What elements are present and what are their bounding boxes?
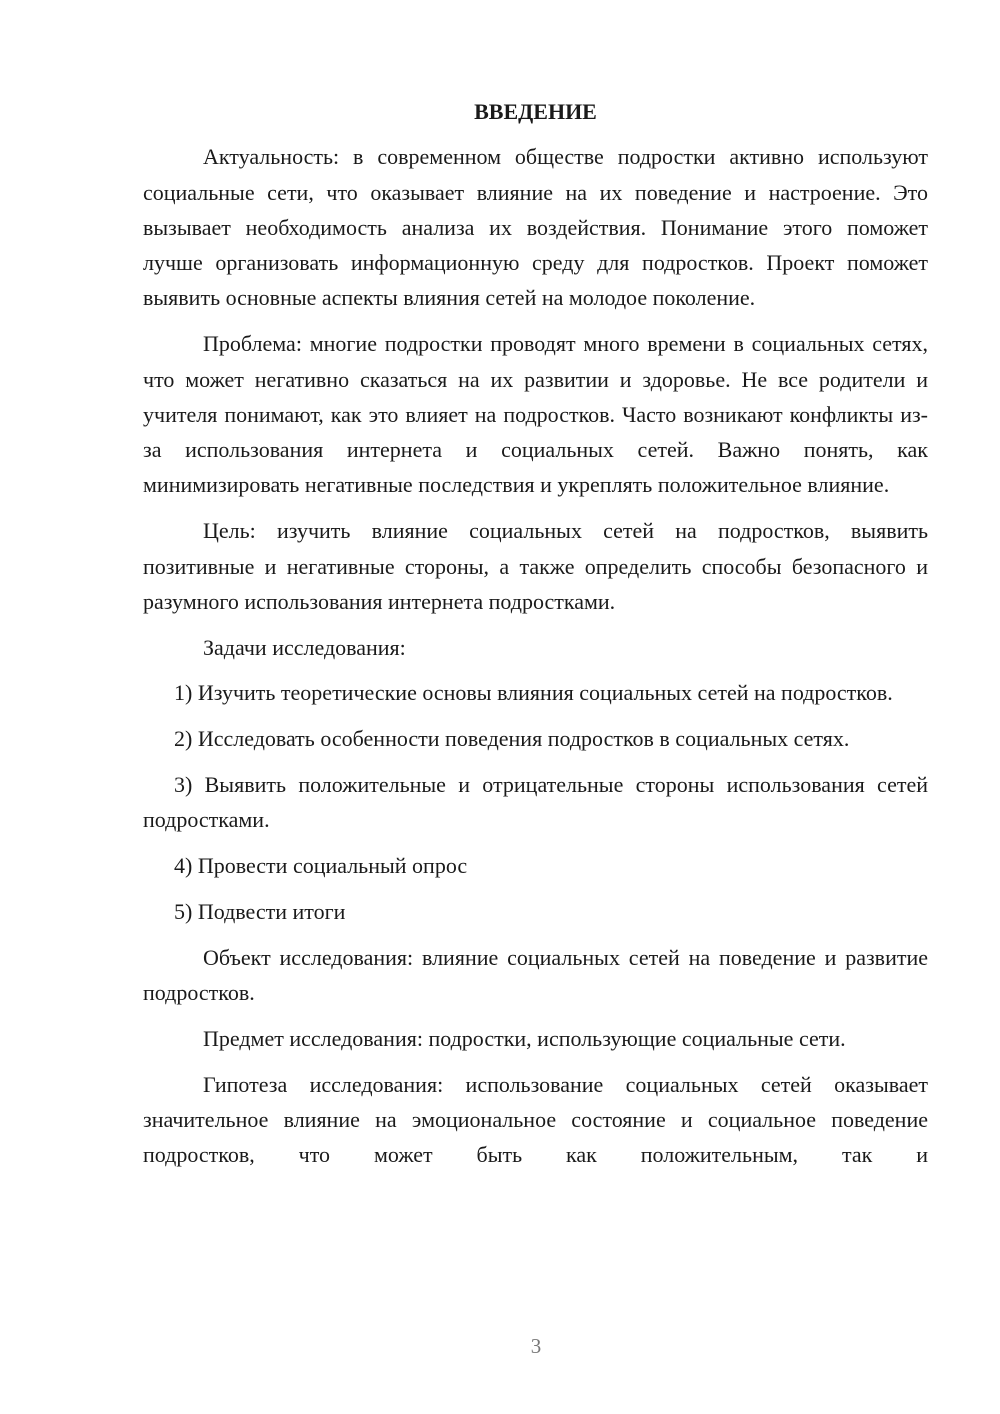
paragraph-subject: Предмет исследования: подростки, использующие социальные сети. xyxy=(203,1025,846,1051)
paragraph-relevance: Актуальность: в современном обществе подростки активно используют социальные сети, что оказывает влияние на их поведение и настроение. Это вызывает необходимость анализа их воздействия. Понимание этого поможет лучше организовать информационную среду для подростков. Проект поможет выявить основные аспекты влияния сетей на молодое поколение. xyxy=(143,144,928,311)
task-item-2: 2) Исследовать особенности поведения подростков в социальных сетях. xyxy=(174,726,850,752)
document-page xyxy=(143,94,928,1183)
task-item-1: 1) Изучить теоретические основы влияния социальных сетей на подростков. xyxy=(174,680,893,706)
paragraph-object: Объект исследования: влияние социальных сетей на поведение и развитие подростков. xyxy=(143,944,928,1006)
paragraph-goal: Цель: изучить влияние социальных сетей на подростков, выявить позитивные и негативные стороны, а также определить способы безопасного и разумного использования интернета подростками. xyxy=(143,518,928,614)
paragraph-hypothesis: Гипотеза исследования: использование социальных сетей оказывает значительное влияние на эмоциональное состояние и социальное поведение подростков, что может быть как положительным, так и xyxy=(143,1071,928,1168)
task-item-3: 3) Выявить положительные и отрицательные стороны использования сетей подростками. xyxy=(143,772,928,833)
task-item-4: 4) Провести социальный опрос xyxy=(174,853,468,879)
page-number: 3 xyxy=(530,1334,542,1358)
section-title: ВВЕДЕНИЕ xyxy=(474,99,597,124)
task-item-5: 5) Подвести итоги xyxy=(174,898,346,924)
paragraph-tasks-heading: Задачи исследования: xyxy=(203,634,406,660)
paragraph-problem: Проблема: многие подростки проводят много времени в социальных сетях, что может негативно сказаться на их развитии и здоровье. Не все родители и учителя понимают, как это влияет на подростков. Часто возникают конфликты из-за использования интернета и социальных сетей. Важно понять, как минимизировать негативные последствия и укреплять положительное влияние. xyxy=(143,331,928,498)
